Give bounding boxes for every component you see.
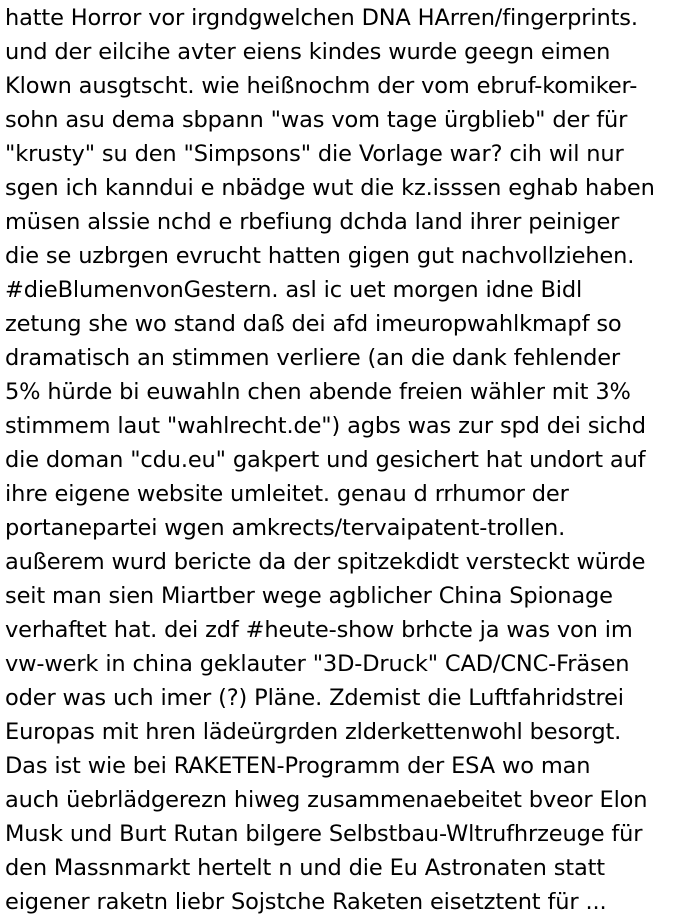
text-line: Europas mit hren lädeürgrden zlderkettenwohl besorgt. xyxy=(5,719,622,745)
text-line: vw-werk in china geklauter "3D-Druck" CAD/CNC-Fräsen xyxy=(5,651,630,677)
text-line: seit man sien Miartber wege agblicher China Spionage xyxy=(5,583,613,609)
text-line: Musk und Burt Rutan bilgere Selbstbau-Wltrufhrzeuge für xyxy=(5,821,643,847)
text-line: den Massnmarkt hertelt n und die Eu Astronaten statt xyxy=(5,855,605,881)
text-line: zetung she wo stand daß dei afd imeuropwahlkmapf so xyxy=(5,311,622,337)
text-line: eigener raketn liebr Sojstche Raketen eisetztent für ... xyxy=(5,889,607,915)
text-line: auch üebrlädgerezn hiweg zusammenaebeitet bveor Elon xyxy=(5,787,648,813)
text-line: oder was uch imer (?) Pläne. Zdemist die Luftfahridstrei xyxy=(5,685,624,711)
text-line: die se uzbrgen evrucht hatten gigen gut nachvollziehen. xyxy=(5,243,635,269)
text-line: die doman "cdu.eu" gakpert und gesichert hat undort auf xyxy=(5,447,646,473)
text-line: "krusty" su den "Simpsons" die Vorlage war? cih wil nur xyxy=(5,141,624,167)
text-line: 5% hürde bi euwahln chen abende freien wähler mit 3% xyxy=(5,379,631,405)
text-line: müsen alssie nchd e rbefiung dchda land ihrer peiniger xyxy=(5,209,620,235)
text-line: verhaftet hat. dei zdf #heute-show brhcte ja was von im xyxy=(5,617,633,643)
text-line: portanepartei wgen amkrects/tervaipatent-trollen. xyxy=(5,515,566,541)
text-line: ihre eigene website umleitet. genau d rrhumor der xyxy=(5,481,569,507)
text-line: hatte Horror vor irgndgwelchen DNA HArren/fingerprints. xyxy=(5,5,638,31)
text-line: sohn asu dema sbpann "was vom tage ürgblieb" der für xyxy=(5,107,628,133)
text-line: #dieBlumenvonGestern. asl ic uet morgen idne Bidl xyxy=(5,277,583,303)
text-line: Das ist wie bei RAKETEN-Programm der ESA wo man xyxy=(5,753,591,779)
text-line: und der eilcihe avter eiens kindes wurde geegn eimen xyxy=(5,39,611,65)
text-line: Klown ausgtscht. wie heißnochm der vom ebruf-komiker- xyxy=(5,73,638,99)
text-line: sgen ich kanndui e nbädge wut die kz.isssen eghab haben xyxy=(5,175,655,201)
text-line: stimmem laut "wahlrecht.de") agbs was zur spd dei sichd xyxy=(5,413,646,439)
text-line: außerem wurd bericte da der spitzekdidt versteckt würde xyxy=(5,549,646,575)
text-line: dramatisch an stimmen verliere (an die dank fehlender xyxy=(5,345,621,371)
body-text xyxy=(5,1,684,919)
